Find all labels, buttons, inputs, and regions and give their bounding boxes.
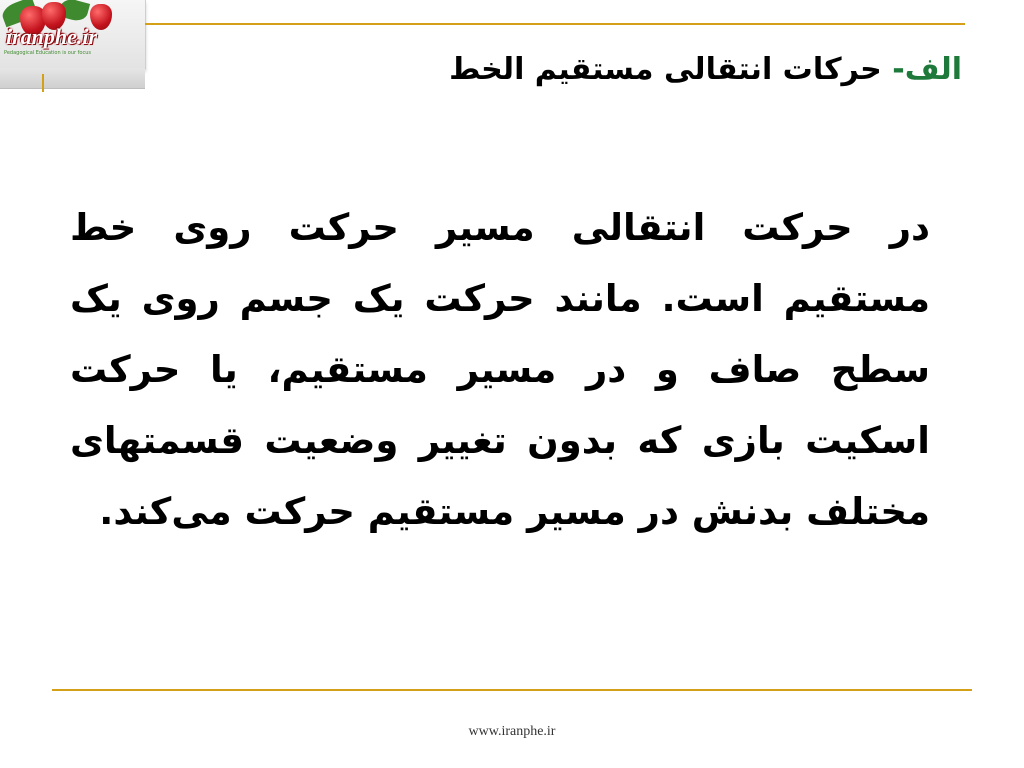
title-prefix: الف- (892, 52, 962, 87)
title-main: حرکات انتقالی مستقیم الخط (449, 52, 893, 87)
logo-wordmark: iranphe.ir (6, 24, 98, 49)
left-accent-tick (42, 74, 44, 92)
logo-tagline: Pedagogical Education is our focus (4, 50, 92, 56)
logo-base-bar (0, 68, 145, 89)
footer-url[interactable]: www.iranphe.ir (468, 724, 556, 739)
slide-title (262, 44, 962, 96)
slide-body-text: در حرکت انتقالی مسیر حرکت روی خط مستقیم است. مانند حرکت یک جسم روی یک سطح صاف و در مسیر مستقیم، یا حرکت اسکیت بازی که بدون تغییر وضعیت قسمتهای مختلف بدنش در مسیر مستقیم حرکت می‌کند. (70, 206, 930, 533)
site-logo (0, 0, 146, 69)
top-divider (145, 23, 965, 25)
bottom-divider (52, 689, 972, 691)
